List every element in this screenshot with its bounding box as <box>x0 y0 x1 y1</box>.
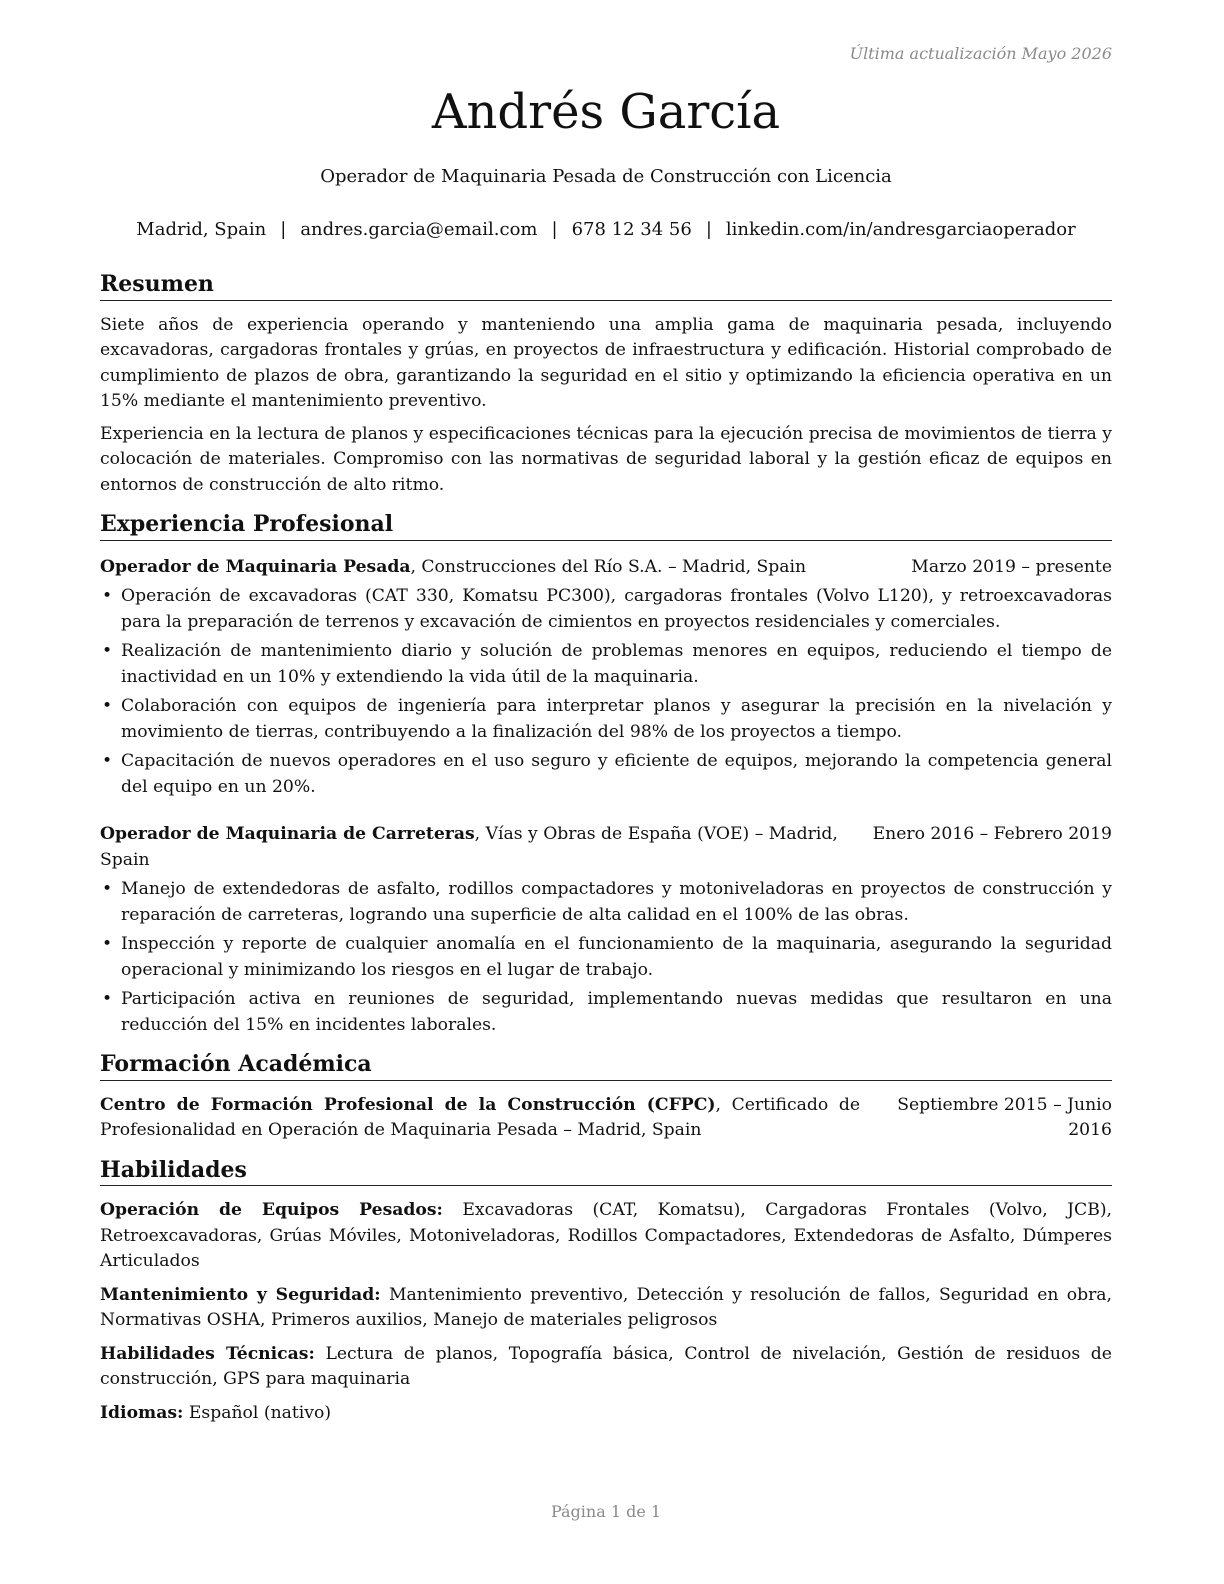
contact-email[interactable]: andres.garcia@email.com <box>300 219 538 240</box>
resume-content <box>100 270 1112 1438</box>
education-section <box>100 1050 1112 1144</box>
contact-location: Madrid, Spain <box>136 219 267 240</box>
education-entry <box>100 1093 1112 1144</box>
job-bullet: • Manejo de extendedoras de asfalto, rodillos compactadores y motoniveladoras en proyectos de construcción y reparación de carreteras, logrando una superficie de alta calidad en el 100% de las obras. <box>100 877 1112 928</box>
skill-label: Mantenimiento y Seguridad: <box>100 1284 381 1305</box>
headline: Operador de Maquinaria Pesada de Construcción con Licencia <box>320 166 892 187</box>
job-bullet: • Operación de excavadoras (CAT 330, Komatsu PC300), cargadoras frontales (Volvo L120), y retroexcavadoras para la preparación de terrenos y excavación de cimientos en proyectos residenciales y comerciales. <box>100 584 1112 635</box>
contact-line <box>100 219 1112 240</box>
contact-linkedin[interactable]: linkedin.com/in/andresgarciaoperador <box>725 219 1076 240</box>
experience-section <box>100 510 1112 1038</box>
section-title-summary: Resumen <box>100 270 1112 301</box>
skill-value: Español (nativo) <box>188 1402 332 1423</box>
skill-value: Mantenimiento preventivo, Detección y resolución de fallos, Seguridad en obra, Normativas OSHA, Primeros auxilios, Manejo de materiales peligrosos <box>100 1284 1113 1331</box>
resume-page <box>100 0 1112 1584</box>
job-bullet: • Inspección y reporte de cualquier anomalía en el funcionamiento de la maquinaria, asegurando la seguridad operacional y minimizando los riesgos en el lugar de trabajo. <box>100 932 1112 983</box>
job-header <box>100 822 1112 873</box>
education-detail: , Certificado de Profesionalidad en Operación de Maquinaria Pesada – Madrid, Spain <box>100 1094 860 1141</box>
education-dates: Septiembre 2015 – Junio 2016 <box>897 1094 1112 1141</box>
skill-label: Habilidades Técnicas: <box>100 1343 315 1364</box>
section-title-experience: Experiencia Profesional <box>100 510 1112 541</box>
job-header <box>100 555 1112 581</box>
skill-label: Idiomas: <box>100 1402 184 1423</box>
skill-value: Excavadoras (CAT, Komatsu), Cargadoras Frontales (Volvo, JCB), Retroexcavadoras, Grúas Móviles, Motoniveladoras, Rodillos Compactadores, Extendedoras de Asfalto, Dúmperes Articulados <box>100 1200 1112 1272</box>
job-bullet: • Participación activa en reuniones de seguridad, implementando nuevas medidas que resultaron en una reducción del 15% en incidentes laborales. <box>100 987 1112 1038</box>
summary-paragraph: Siete años de experiencia operando y manteniendo una amplia gama de maquinaria pesada, incluyendo excavadoras, cargadoras frontales y grúas, en proyectos de infraestructura y edificación. Historial comprobado de cumplimiento de plazos de obra, garantizando la seguridad en el sitio y optimizando la eficiencia operativa en un 15% mediante el mantenimiento preventivo. <box>100 314 1112 412</box>
summary-paragraph: Experiencia en la lectura de planos y especificaciones técnicas para la ejecución precisa de movimientos de tierra y colocación de materiales. Compromiso con las normativas de seguridad laboral y la gestión eficaz de equipos en entornos de construcción de alto ritmo. <box>100 423 1112 495</box>
contact-separator: | <box>280 219 287 240</box>
education-institution: Centro de Formación Profesional de la Construcción (CFPC) <box>100 1094 716 1115</box>
job-bullet: • Realización de mantenimiento diario y solución de problemas menores en equipos, reduciendo el tiempo de inactividad en un 10% y extendiendo la vida útil de la maquinaria. <box>100 639 1112 690</box>
skill-item <box>100 1342 1112 1393</box>
job-bullet: • Capacitación de nuevos operadores en el uso seguro y eficiente de equipos, mejorando la competencia general del equipo en un 20%. <box>100 749 1112 800</box>
skill-item <box>100 1283 1112 1334</box>
skill-value: Lectura de planos, Topografía básica, Control de nivelación, Gestión de residuos de construcción, GPS para maquinaria <box>100 1343 1112 1390</box>
job-title: Operador de Maquinaria Pesada <box>100 556 411 577</box>
job-bullets <box>100 584 1112 800</box>
job-company: , Construcciones del Río S.A. – Madrid, Spain <box>410 556 807 577</box>
candidate-name: Andrés García <box>431 84 781 140</box>
job-title: Operador de Maquinaria de Carreteras <box>100 824 475 845</box>
skill-item <box>100 1401 1112 1427</box>
page-footer: Página 1 de 1 <box>550 1502 662 1521</box>
contact-phone: 678 12 34 56 <box>571 219 692 240</box>
contact-separator: | <box>551 219 558 240</box>
section-title-skills: Habilidades <box>100 1156 1112 1187</box>
summary-section <box>100 270 1112 498</box>
job-bullet: • Colaboración con equipos de ingeniería para interpretar planos y asegurar la precisión en la nivelación y movimiento de tierras, contribuyendo a la finalización del 98% de los proyectos a tiempo. <box>100 694 1112 745</box>
job-company: , Vías y Obras de España (VOE) – Madrid, Spain <box>100 824 838 870</box>
skills-section <box>100 1156 1112 1427</box>
skill-label: Operación de Equipos Pesados: <box>100 1200 443 1221</box>
section-title-education: Formación Académica <box>100 1050 1112 1081</box>
job-dates: Marzo 2019 – presente <box>911 556 1112 577</box>
job-dates: Enero 2016 – Febrero 2019 <box>872 824 1112 845</box>
job-bullets <box>100 877 1112 1038</box>
last-updated: Última actualización Mayo 2026 <box>849 44 1112 63</box>
skill-item <box>100 1198 1112 1275</box>
contact-separator: | <box>705 219 712 240</box>
